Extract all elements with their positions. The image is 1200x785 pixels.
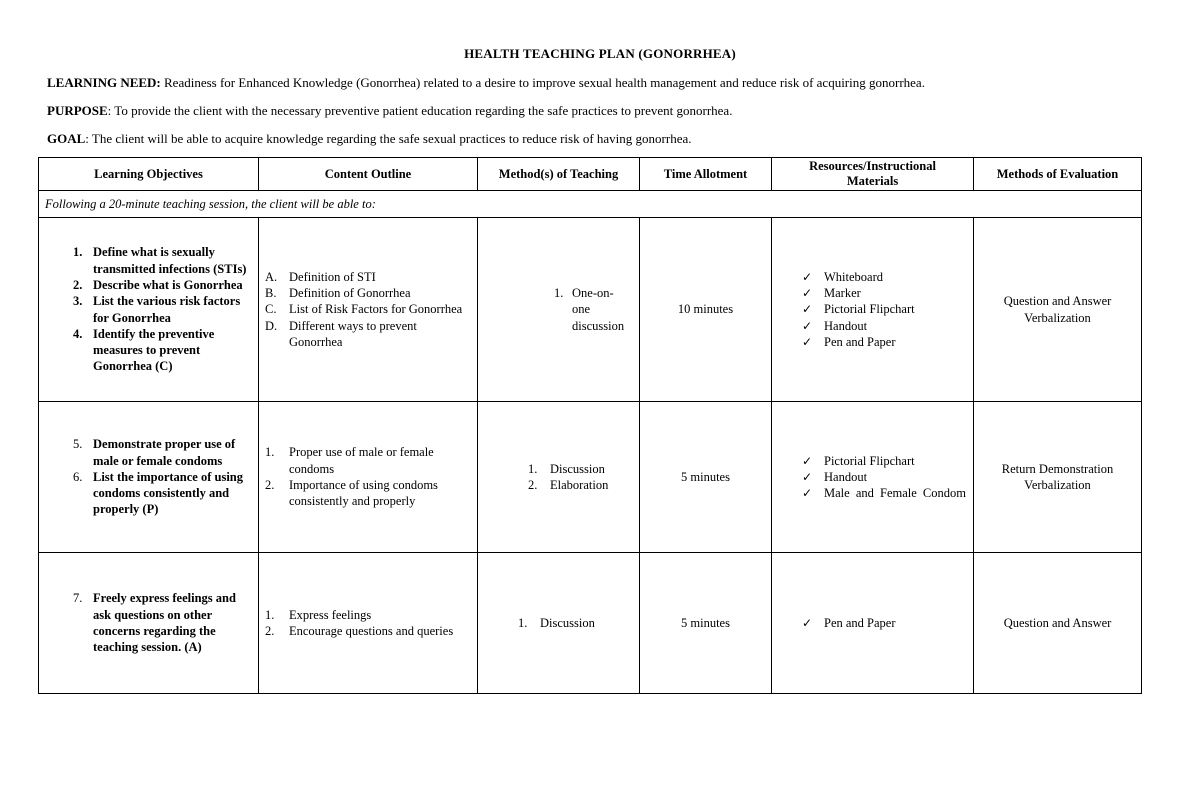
time-cell: 10 minutes	[640, 218, 772, 402]
check-icon: ✓	[802, 486, 813, 501]
resource-item: ✓ Whiteboard	[802, 269, 884, 284]
objective-item: 5. Demonstrate proper use of male or female condoms	[73, 437, 236, 468]
check-icon: ✓	[802, 302, 813, 317]
header-methods-of-teaching: Method(s) of Teaching	[478, 158, 640, 191]
objective-item: 3. List the various risk factors for Gonorrhea	[73, 294, 241, 325]
check-icon: ✓	[802, 615, 813, 630]
check-icon: ✓	[802, 318, 813, 333]
evaluation-cell	[974, 218, 1142, 402]
method-item: 2. Elaboration	[528, 478, 609, 492]
teaching-plan-table	[38, 157, 1142, 694]
learning-need-text: Readiness for Enhanced Knowledge (Gonorrhea) related to a desire to improve sexual health management and reduce risk of acquiring gonorrhea.	[160, 75, 925, 90]
methods-cell	[478, 402, 640, 553]
resource-item: ✓ Male and Female Condom	[802, 486, 966, 501]
resource-item: ✓ Handout	[802, 318, 868, 333]
document-title: HEALTH TEACHING PLAN (GONORRHEA)	[464, 46, 736, 61]
method-item: 1. One-on-one discussion	[554, 286, 625, 333]
objective-item: 2. Describe what is Gonorrhea	[73, 277, 243, 292]
header-time-allotment: Time Allotment	[640, 158, 772, 191]
table-header-row	[39, 158, 1142, 191]
table-intro-row	[39, 191, 1142, 218]
goal-text: : The client will be able to acquire knowledge regarding the safe sexual practices to reduce risk of having gonorrhea.	[85, 131, 692, 146]
resources-cell	[772, 218, 974, 402]
content-cell	[259, 553, 478, 694]
header-learning-objectives: Learning Objectives	[39, 158, 259, 191]
header-content-outline: Content Outline	[259, 158, 478, 191]
objective-item: 7. Freely express feelings and ask questions on other concerns regarding the teaching session. (A)	[73, 591, 236, 655]
evaluation-item: Verbalization	[1024, 478, 1091, 492]
check-icon: ✓	[802, 334, 813, 349]
resource-item: ✓ Pen and Paper	[802, 334, 896, 349]
evaluation-item: Question and Answer	[1003, 615, 1112, 630]
intro-text: Following a 20-minute teaching session, the client will be able to:	[39, 191, 1142, 218]
content-item: C. List of Risk Factors for Gonorrhea	[265, 302, 463, 317]
objectives-cell	[39, 402, 259, 553]
table-row	[39, 402, 1142, 553]
evaluation-cell	[974, 402, 1142, 553]
table-row	[39, 553, 1142, 694]
time-cell: 5 minutes	[640, 402, 772, 553]
content-item: 1. Proper use of male or female condoms	[265, 445, 434, 476]
table-row	[39, 218, 1142, 402]
resource-item: ✓ Marker	[802, 286, 861, 301]
content-cell	[259, 218, 478, 402]
content-cell	[259, 402, 478, 553]
objective-item: 4. Identify the preventive measures to prevent Gonorrhea (C)	[73, 326, 215, 374]
learning-need-label: LEARNING NEED:	[47, 75, 161, 90]
resource-item: ✓ Pictorial Flipchart	[802, 302, 915, 317]
content-item: B. Definition of Gonorrhea	[265, 286, 411, 301]
objectives-cell	[39, 218, 259, 402]
objective-item: 6. List the importance of using condoms consistently and properly (P)	[73, 469, 243, 517]
method-item: 1. Discussion	[518, 615, 595, 630]
content-item: 1. Express feelings	[265, 607, 372, 622]
content-item: D. Different ways to prevent Gonorrhea	[265, 318, 417, 349]
content-item: A. Definition of STI	[265, 269, 376, 284]
evaluation-item: Verbalization	[1024, 310, 1091, 325]
resources-cell	[772, 402, 974, 553]
evaluation-item: Return Demonstration	[1001, 461, 1114, 476]
purpose	[47, 103, 1147, 119]
time-cell: 5 minutes	[640, 553, 772, 694]
methods-cell	[478, 218, 640, 402]
evaluation-item: Question and Answer	[1003, 294, 1112, 309]
goal-label: GOAL	[47, 131, 86, 146]
method-item: 1. Discussion	[528, 461, 605, 476]
check-icon: ✓	[802, 453, 813, 468]
check-icon: ✓	[802, 286, 813, 301]
objectives-cell	[39, 553, 259, 694]
goal	[47, 131, 1147, 147]
check-icon: ✓	[802, 269, 813, 284]
objective-item: 1. Define what is sexually transmitted infections (STIs)	[73, 245, 247, 276]
learning-need	[47, 75, 1147, 91]
resources-cell	[772, 553, 974, 694]
resource-item: ✓ Pictorial Flipchart	[802, 453, 915, 468]
evaluation-cell	[974, 553, 1142, 694]
resource-item: ✓ Handout	[802, 469, 868, 484]
header-resources: Resources/Instructional Materials	[772, 158, 974, 191]
purpose-label: PURPOSE	[47, 103, 108, 118]
resource-item: ✓ Pen and Paper	[802, 615, 896, 630]
methods-cell	[478, 553, 640, 694]
content-item: 2. Importance of using condoms consistently and properly	[265, 478, 438, 509]
purpose-text: : To provide the client with the necessary preventive patient education regarding the safe practices to prevent gonorrhea.	[107, 103, 733, 118]
check-icon: ✓	[802, 469, 813, 484]
header-methods-of-evaluation: Methods of Evaluation	[974, 158, 1142, 191]
content-item: 2. Encourage questions and queries	[265, 624, 454, 638]
